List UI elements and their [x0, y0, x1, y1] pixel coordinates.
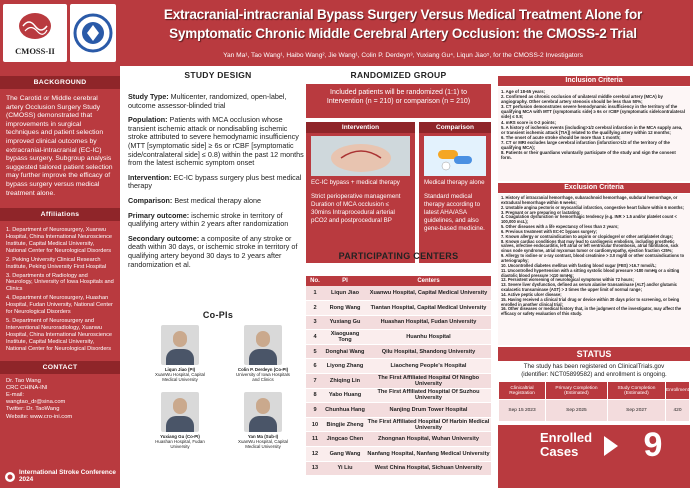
enrolled-label-line-2: Cases: [540, 444, 579, 459]
centers-header-row: [306, 276, 491, 286]
center-pi: Yuxiang Gu: [324, 315, 366, 330]
column-header: No.: [306, 276, 324, 286]
affiliations-list: [0, 227, 120, 352]
criteria-item: 9. Allergy to iodine or x-ray contrast, blood creatinine > 3.0 mg/dl or other contraindications to arteriography;: [501, 253, 685, 263]
header-banner: [0, 0, 693, 66]
center-name: Xuanwu Hospital, Capital Medical University: [366, 286, 491, 301]
criteria-item: 5. Other diseases with a life expectancy of less than 2 years;: [501, 224, 619, 230]
center-number: 13: [306, 461, 324, 476]
center-pi: Chunhua Hang: [324, 403, 366, 418]
population-value: Patients with MCA occlusion whose transient ischemic attack or nondisabling ischemic stroke attributed to severe hemodynamic insufficiency (MTT [symptomatic side] ≥ 6s or rCBF [symptomatic side/contralateral side] ≤ 0.8) within the past 12 months from the latest ischemic symptom onset: [128, 115, 304, 168]
status-value-row: [499, 400, 690, 422]
center-number: 10: [306, 417, 324, 432]
cmoss-logo: [3, 4, 67, 62]
secondary-outcome-label: Secondary outcome:: [128, 233, 200, 243]
comparison-caption: Medical therapy alone: [424, 179, 485, 186]
center-name: Liaocheng People's Hospital: [366, 359, 491, 374]
criteria-item: 6. Previous treatment with EC-IC bypass surgery;: [501, 228, 598, 234]
column-header: Centers: [366, 276, 491, 286]
affiliation-item: 1. Department of Neurosurgery, Xuanwu Hospital, China International Neuroscience Institute, Capital Medical University, National Center for Neurological Disorders: [6, 227, 113, 254]
criteria-item: 10. Uncontrolled diabetes mellitus with fasting blood sugar (FBS) >16.7 mmol/L;: [501, 262, 657, 268]
comparison-label: Comparison:: [128, 195, 173, 205]
title-line-2: Symptomatic Chronic Middle Cerebral Artery Occlusion: the CMOSS-2 Trial: [169, 26, 637, 41]
status-table: [498, 381, 690, 422]
center-number: 5: [306, 344, 324, 359]
randomized-heading: RANDOMIZED GROUP: [350, 70, 447, 80]
center-pi: Yabo Huang: [324, 388, 366, 403]
center-name: Huanhu Hospital: [366, 330, 491, 345]
primary-outcome-value: ischemic stroke in territory of qualifying artery within 2 years after randomization: [128, 210, 289, 229]
intervention-arm-heading: Intervention: [306, 122, 415, 133]
title-line-1: Extracranial-intracranial Bypass Surgery Versus Medical Treatment Alone for: [163, 7, 643, 22]
center-pi: Xiaoguang Tong: [324, 330, 366, 345]
status-value: Sep 2025: [546, 400, 608, 422]
criteria-item: 7. Known allergy or contraindication to aspirin or clopidogrel or other antiplatelet drugs;: [501, 233, 673, 239]
intervention-details: Strict perioperative management Duration of MCA occlusion ≤ 30mins Intraprocedural arterial pCO2 and postprocedural BP: [311, 193, 401, 224]
affiliation-item: 2. Peking University Clinical Research Institute, Peking University First Hospital: [6, 256, 107, 270]
status-line-2: (identifier: NCT05899582) and enrollment is ongoing.: [521, 370, 667, 378]
centers-heading: PARTICIPATING CENTERS: [338, 251, 459, 261]
center-name: Huashan Hospital, Fudan University: [366, 315, 491, 330]
logo-text: CMOSS-II: [15, 46, 55, 56]
criteria-item: 1. History of intracranial hemorrhage, subarachnoid hemorrhage, subdural hemorrhage, or extradural hemorrhage within 6 weeks;: [501, 195, 678, 205]
institution-logo: [70, 4, 116, 62]
center-pi: Liqun Jiao: [324, 286, 366, 301]
table-row: [306, 374, 491, 389]
contact-email[interactable]: wangtao_dr@sina.com: [6, 399, 66, 406]
secondary-outcome: [128, 235, 308, 269]
contact-website[interactable]: Website: www.cro-ini.com: [6, 413, 73, 420]
contact-block: [0, 378, 120, 421]
secondary-outcome-value: a composite of any stroke or death within 30 days, or ischemic stroke in territory of qualifying artery beyond 30 days to 2 years after randomization et al.: [128, 233, 298, 269]
center-name: Qilu Hospital, Shandong University: [366, 344, 491, 359]
pi-photo: [244, 392, 282, 432]
criteria-item: 11. Uncontrolled hypertension with a sitting systolic blood pressure >180 mmHg or a sitting diastolic blood pressure >110 mmHg;: [501, 267, 680, 278]
center-name: The First Affiliated Hospital Of Harbin Medical University: [367, 418, 490, 431]
criteria-item: 14. Active peptic ulcer disease;: [501, 291, 562, 297]
center-name: Nanfang Hospital, Nanfang Medical University: [366, 447, 491, 462]
surgery-illustration-icon: [311, 136, 410, 176]
comparison-value: Best medical therapy alone: [172, 195, 262, 205]
center-number: 2: [306, 301, 324, 316]
study-design-heading: STUDY DESIGN: [184, 70, 252, 80]
study-type-label: Study Type:: [128, 92, 169, 101]
inclusion-list: [498, 87, 690, 181]
randomization-line-2: Intervention (n = 210) or comparison (n = 210): [326, 98, 471, 105]
affiliation-item: 3. Departments of Radiology and Neurology, University of Iowa Hospitals and Clinics: [6, 272, 114, 293]
status-header-row: [499, 382, 690, 400]
center-pi: Yi Liu: [324, 461, 366, 476]
pi-photo: [244, 325, 282, 365]
conference-logo: [4, 468, 118, 486]
copis-heading: Co-PIs: [202, 310, 234, 320]
center-pi: Donghai Wang: [324, 344, 366, 359]
status-line-1: The study has been registered on ClinicalTrials.gov: [523, 363, 665, 370]
surgery-image: [311, 136, 410, 176]
status-heading: STATUS: [498, 347, 690, 361]
table-row: [306, 301, 491, 316]
table-row: [306, 344, 491, 359]
table-row: [306, 447, 491, 462]
pi-name: Liqun Jiao (PI): [164, 367, 196, 372]
center-number: 8: [306, 388, 324, 403]
center-pi: Zhiqing Lin: [324, 374, 366, 389]
criteria-item: 5. A history of ischemic events (including>1/2 cerebral infarction in the MCA supply area, or transient ischemic attack [TIA]) related to the qualifying artery within 12 months;: [501, 124, 683, 135]
background-heading: BACKGROUND: [0, 76, 120, 89]
institution-emblem-icon: [70, 4, 116, 62]
intervention-arm: [306, 133, 415, 263]
primary-outcome-label: Primary outcome:: [128, 210, 190, 220]
table-row: [306, 432, 491, 447]
criteria-item: 1. Age of 18-65 years;: [501, 89, 546, 94]
pills-illustration-icon: [424, 136, 486, 176]
pi-card: [150, 392, 210, 450]
criteria-item: 15. Having received a clinical trial drug or device within 30 days prior to screening, or being enrolled in another clinical trial;: [501, 296, 680, 307]
contact-twitter[interactable]: Twitter: Dr. TaoWang: [6, 406, 60, 413]
center-pi: Liyong Zhang: [324, 359, 366, 374]
conference-name: International Stroke Conference 2024: [19, 469, 116, 484]
pi-name: Yuxiang Gu (Co-PI): [160, 434, 200, 439]
table-row: [306, 403, 491, 418]
background-text: The Carotid or Middle cerebral artery Occlusion Surgery Study (CMOSS) demonstrated that improvements in surgical techniques and patient selection improved clinical outcomes by extracranial-intracranial (EC-IC) bypass surgery. Subgroup analysis suggested tailored patient selection may further improve the efficacy of bypass surgery versus medical treatment alone.: [6, 95, 113, 197]
centers-table: [306, 276, 491, 476]
status-column-header: Enrollment: [666, 382, 690, 400]
study-design-body: [128, 93, 308, 275]
table-row: [306, 388, 491, 403]
pi-affiliation: Huashan Hospital, Fudan University: [155, 439, 205, 450]
comparison: [128, 197, 308, 206]
status-value: Sep 2027: [607, 400, 665, 422]
contact-org: CRC CHINA-INI: [6, 384, 48, 391]
center-pi: Jingcao Chen: [324, 432, 366, 447]
center-pi: Rong Wang: [324, 301, 366, 316]
enrolled-count: 9: [643, 426, 663, 464]
affiliation-item: 5. Department of Neurosurgery and Interventional Neuroradiology, Xuanwu Hospital, China International Neuroscience Institute, Capital Medical University, National Center for Neurological Disorders: [6, 318, 113, 352]
criteria-item: 8. Known cardiac conditions that may lead to cardiogenic embolism, including prosthetic valves, infective endocarditis, left atrial or left ventricular thrombosis, atrial fibrillation, sick sinus node syndrome, atrial myxomas tumor or cardiomyopathy, ejection fraction <25%;: [501, 238, 679, 254]
arrow-right-icon: [604, 436, 618, 456]
affiliation-item: 4. Department of Neurosurgery, Huashan Hospital, Fudan University, National Center for Neurological Disorders: [6, 295, 113, 316]
criteria-item: 3. Pregnant or are preparing or lactating;: [501, 209, 581, 215]
exclusion-list: [498, 194, 690, 345]
intervention-value: EC-IC bypass surgery plus best medical therapy: [128, 172, 302, 191]
center-pi: Gang Wang: [324, 447, 366, 462]
center-name: The First Affiliated Hospital Of Ningbo University: [366, 374, 491, 389]
table-row: [306, 461, 491, 476]
criteria-item: 2. Confirmed as chronic occlusion of unilateral middle cerebral artery (MCA) by angiography. Other cerebral artery stenosis should be less than 50%;: [501, 94, 663, 105]
contact-heading: CONTACT: [0, 361, 120, 374]
randomization-box: [306, 84, 491, 118]
status-column-header: Primary Completion (Estimated): [546, 382, 608, 400]
comparison-arm-heading: Comparison: [419, 122, 491, 133]
table-row: [306, 286, 491, 301]
status-value: Sep 15 2023: [499, 400, 546, 422]
column-header: PI: [324, 276, 366, 286]
affiliations-heading: Affiliations: [0, 208, 120, 221]
contact-email-label: E-mail:: [6, 391, 25, 398]
status-column-header: Clinicaltrial Registration: [499, 382, 546, 400]
criteria-item: 7. CT or MRI excludes large cerebral infarction (infarction>1/2 of the territory of the qualifying MCA);: [501, 139, 670, 151]
criteria-item: 8. Patients or their guardians voluntarily participate of the study and sign the consent form.: [501, 150, 676, 161]
criteria-item: 3. CT perfusion demonstrates severe hemodynamic insufficiency in the territory of the qualifying MCA with MTT (symptomatic side) ≥ 6s or rCBF (symptomatic side/contralateral side) ≤ 0.8;: [501, 104, 685, 120]
authors: Yan Ma¹, Tao Wang¹, Haibo Wang², Jie Wang¹, Colin P. Derdeyn³, Yuxiang Gu⁴, Liqun Jiao⁵, for the CMOSS-2 Investigators: [223, 52, 583, 59]
center-name: West China Hospital, Sichuan University: [366, 461, 491, 476]
intervention: [128, 174, 308, 191]
criteria-item: 13. Severe liver dysfunction, defined as serum alanine transaminase (ALT) and/or glutamic oxalacetic transaminase (AST) > 3 times the upper limit of normal range;: [501, 282, 678, 293]
pi-affiliation: University of Iowa Hospitals and Clinics: [236, 372, 290, 383]
center-number: 4: [306, 330, 324, 345]
pi-name: Yan Ma (Sub-I): [247, 434, 279, 439]
status-column-header: Study Completion (Estimated): [607, 382, 665, 400]
center-number: 9: [306, 403, 324, 418]
criteria-item: 12. Persistent worsening of neurological symptoms within 72 hours;: [501, 277, 634, 283]
criteria-item: 6. The onset of acute stroke should be more than 1 month;: [501, 134, 621, 140]
pi-card: [150, 325, 210, 383]
study-type: [128, 93, 308, 110]
enrolled-label-line-1: Enrolled: [540, 430, 593, 445]
intervention-caption: EC-IC bypass + medical therapy: [311, 179, 400, 186]
left-column: [0, 66, 120, 488]
pi-card: [232, 325, 294, 383]
center-number: 11: [306, 432, 324, 447]
population-label: Population:: [128, 115, 168, 125]
pi-name: Colin P. Derdeyn (Co-PI): [237, 367, 289, 372]
study-type-value: Multicenter, randomized, open-label, outcome assessor-blinded trial: [128, 92, 287, 110]
center-number: 3: [306, 315, 324, 330]
criteria-item: 4. mRS score is 0-2 points;: [501, 119, 556, 125]
pi-card: [232, 392, 294, 450]
center-number: 12: [306, 447, 324, 462]
comparison-details: Standard medical therapy according to latest AHA/ASA guidelines, and also gene-based medicine.: [424, 193, 485, 232]
center-name: Nanjing Drum Tower Hospital: [366, 403, 491, 418]
randomization-line-1: Included patients will be randomized (1:1) to: [330, 89, 467, 96]
pi-photo: [161, 392, 199, 432]
population: [128, 116, 308, 168]
criteria-item: 4. Coagulation dysfunction or hemorrhagic tendency (e.g. INR > 1.5 and/or platelet count < 100,000 mcL);: [501, 214, 677, 225]
criteria-item: 16. Other diseases or medical history that, in the judgment of the investigator, may affect the efficacy or safety evaluation of this study.: [501, 306, 682, 317]
exclusion-heading: Exclusion Criteria: [498, 183, 690, 193]
contact-name: Dr. Tao Wang: [6, 377, 41, 384]
inclusion-heading: Inclusion Criteria: [498, 76, 690, 86]
center-name: Tiantan Hospital, Capital Medical University: [366, 301, 491, 316]
center-number: 1: [306, 286, 324, 301]
pi-affiliation: XuanWu Hospital, Capital Medical University: [238, 439, 288, 450]
primary-outcome: [128, 212, 308, 229]
center-name: The First Affiliated Hospital Of Suzhou University: [366, 388, 491, 403]
enrolled-label: [540, 431, 612, 459]
pi-affiliation: XuanWu Hospital, Capital Medical University: [155, 372, 205, 383]
medicine-image: [424, 136, 486, 176]
table-row: [306, 417, 491, 432]
pi-photo: [161, 325, 199, 365]
status-text: [498, 363, 690, 378]
comparison-arm: [419, 133, 491, 263]
center-number: 7: [306, 374, 324, 389]
center-number: 6: [306, 359, 324, 374]
intervention-label: Intervention:: [128, 172, 172, 182]
criteria-item: 2. Unstable angina pectoris or myocardial infarction, congestive heart failure within 6 months;: [501, 204, 684, 210]
table-row: [306, 315, 491, 330]
table-row: [306, 330, 491, 345]
table-row: [306, 359, 491, 374]
center-pi: Bingjie Zheng: [324, 417, 366, 432]
center-name: Zhongnan Hospital, Wuhan University: [366, 432, 491, 447]
status-value: 420: [666, 400, 690, 422]
conference-logo-icon: [4, 471, 16, 483]
